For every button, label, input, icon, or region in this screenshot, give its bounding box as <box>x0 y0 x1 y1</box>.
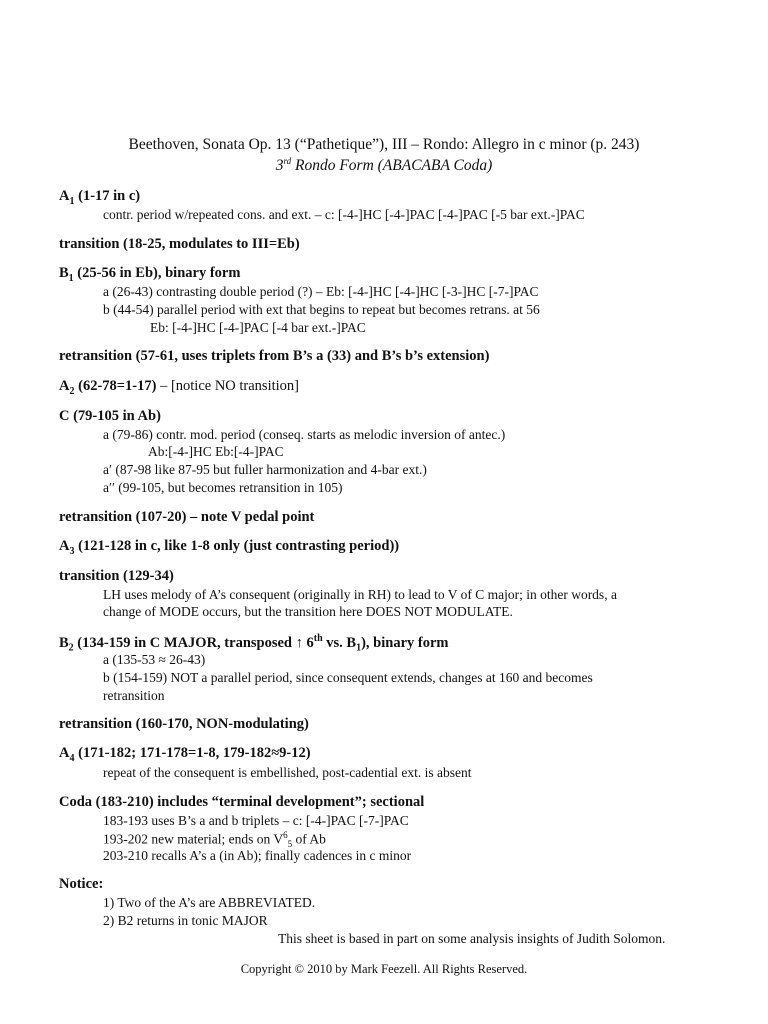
section-heading-coda: Coda (183-210) includes “terminal development”; sectional <box>59 794 425 810</box>
notice-line-2: 2) B2 returns in tonic MAJOR <box>103 913 268 928</box>
b1-line-1: a (26-43) contrasting double period (?) – Eb: [-4-]HC [-4-]HC [-3-]HC [-7-]PAC <box>103 284 539 299</box>
credit-note: This sheet is based in part on some analysis insights of Judith Solomon. <box>278 931 666 946</box>
section-heading-a1: $A_1$ (1-17 in c) <box>59 188 141 207</box>
transition-2-line-2: change of MODE occurs, but the transition here DOES NOT MODULATE. <box>103 604 513 619</box>
section-heading-retransition-3: retransition (160-170, NON-modulating) <box>59 716 309 732</box>
section-heading-b1: $B_1$ (25-56 in Eb), binary form <box>59 265 241 284</box>
copyright-notice: Copyright © 2010 by Mark Feezell. All Rights Reserved. <box>240 962 528 976</box>
b1-line-3: Eb: [-4-]HC [-4-]PAC [-4 bar ext.-]PAC <box>150 320 366 335</box>
section-heading-b2: $B_2$ (134-159 in C MAJOR, transposed ↑ 6th vs. $B_1$), binary form <box>59 633 449 654</box>
document-title: Beethoven, Sonata Op. 13 (“Pathetique”), III – Rondo: Allegro in c minor (p. 243) <box>128 136 640 153</box>
section-heading-notice: Notice: <box>59 876 104 892</box>
section-heading-retransition-2: retransition (107-20) – note V pedal point <box>59 509 315 525</box>
section-heading-transition-1: transition (18-25, modulates to III=Eb) <box>59 236 300 252</box>
b1-line-2: b (44-54) parallel period with ext that begins to repeat but becomes retrans. at 56 <box>103 302 540 317</box>
a1-line-1: contr. period w/repeated cons. and ext. – c: [-4-]HC [-4-]PAC [-4-]PAC [-5 bar ext.-]PAC <box>103 207 585 222</box>
c-line-2: Ab:[-4-]HC Eb:[-4-]PAC <box>148 444 284 459</box>
a4-line-1: repeat of the consequent is embellished, post-cadential ext. is absent <box>103 765 472 780</box>
c-line-1: a (79-86) contr. mod. period (conseq. starts as melodic inversion of antec.) <box>103 427 506 442</box>
transition-2-line-1: LH uses melody of A’s consequent (originally in RH) to lead to V of C major; in other words, a <box>103 587 617 602</box>
document-subtitle: 3rd Rondo Form (ABACABA Coda) <box>275 156 493 175</box>
coda-line-2: 193-202 new material; ends on $V^6_5$ of Ab <box>103 830 326 850</box>
section-heading-transition-2: transition (129-34) <box>59 568 174 584</box>
c-line-3: a′ (87-98 like 87-95 but fuller harmonization and 4-bar ext.) <box>103 462 427 477</box>
section-heading-a2: $A_2$ (62-78=1-17) – [notice NO transition] <box>59 378 299 397</box>
b2-line-3: retransition <box>103 688 165 703</box>
section-heading-a4: $A_4$ (171-182; 171-178=1-8, 179-182≈9-12) <box>59 745 311 764</box>
coda-line-1: 183-193 uses B’s a and b triplets – c: [-4-]PAC [-7-]PAC <box>103 813 409 828</box>
notice-line-1: 1) Two of the A’s are ABBREVIATED. <box>103 895 316 910</box>
b2-line-2: b (154-159) NOT a parallel period, since consequent extends, changes at 160 and becomes <box>103 670 593 685</box>
section-heading-c: C (79-105 in Ab) <box>59 408 161 424</box>
b2-line-1: a (135-53 ≈ 26-43) <box>103 652 206 667</box>
section-heading-a3: $A_3$ (121-128 in c, like 1-8 only (just contrasting period)) <box>59 538 400 557</box>
c-line-4: a′′ (99-105, but becomes retransition in 105) <box>103 480 343 495</box>
section-heading-retransition-1: retransition (57-61, uses triplets from B’s a (33) and B’s b’s extension) <box>59 348 490 364</box>
coda-line-3: 203-210 recalls A’s a (in Ab); finally cadences in c minor <box>103 848 412 863</box>
